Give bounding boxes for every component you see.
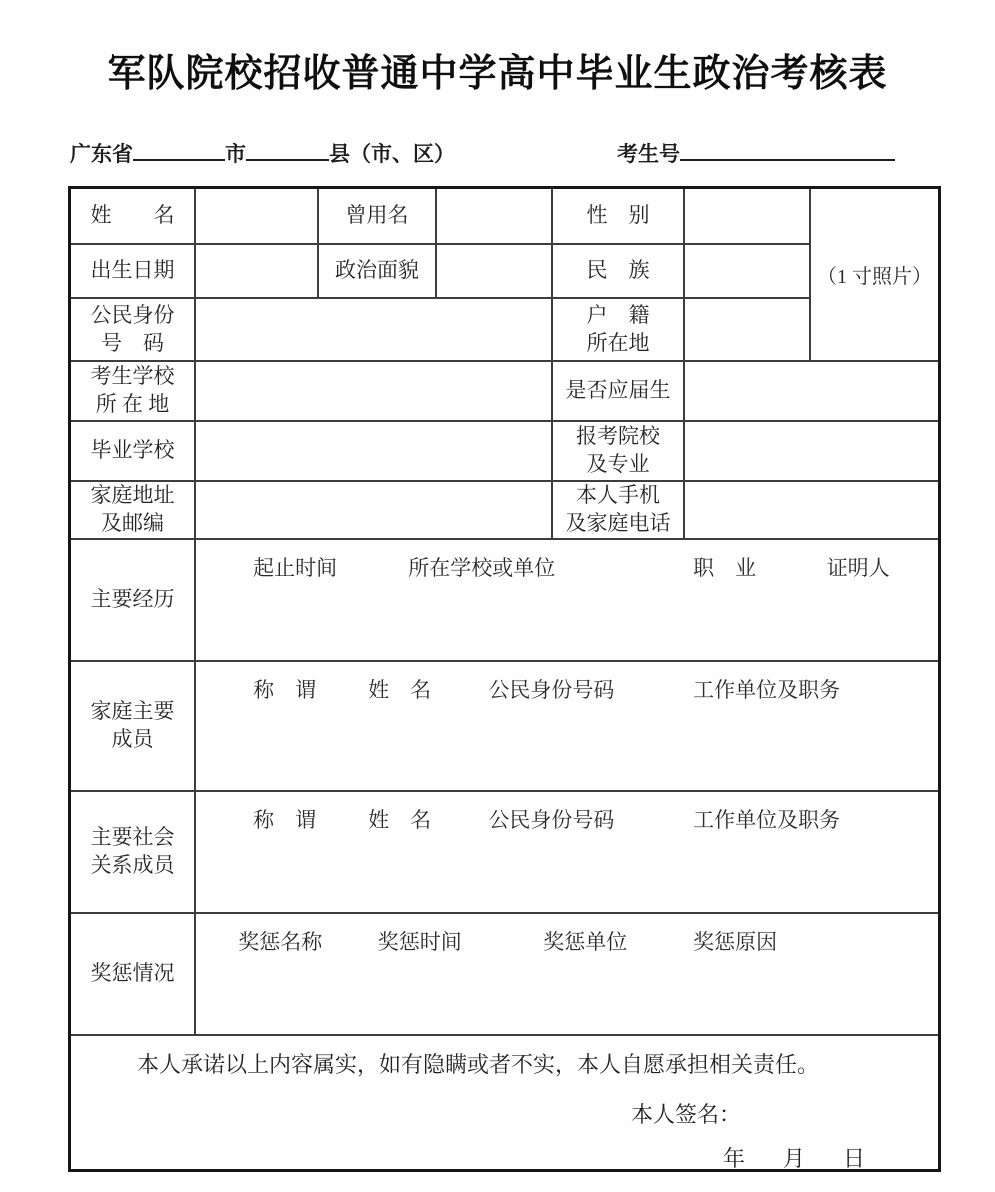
home-address-label: 家庭地址 及邮编	[71, 482, 196, 540]
id-number-label: 公民身份 号 码	[71, 299, 196, 362]
date-day-label: 日	[843, 1146, 866, 1169]
date-month-label: 月	[783, 1146, 806, 1169]
gender-value[interactable]	[685, 189, 811, 245]
former-name-label: 曾用名	[319, 189, 437, 245]
rewards-label: 奖惩情况	[71, 914, 196, 1036]
ethnicity-label: 民 族	[553, 245, 685, 299]
former-name-value[interactable]	[437, 189, 553, 245]
id-number-value[interactable]	[196, 299, 553, 362]
experience-col-occupation: 职 业	[693, 556, 757, 580]
name-value[interactable]	[196, 189, 319, 245]
family-col-name: 姓 名	[368, 678, 432, 702]
region-line	[70, 138, 995, 168]
family-members-area[interactable]	[196, 662, 938, 792]
phone-value[interactable]	[685, 482, 938, 540]
name-label: 姓 名	[71, 189, 196, 245]
reward-col-name: 奖惩名称	[238, 930, 323, 954]
pledge-section	[71, 1036, 938, 1169]
photo-cell[interactable]	[811, 189, 938, 362]
social-col-name: 姓 名	[368, 808, 432, 832]
province-blank[interactable]	[133, 140, 225, 161]
date-year-label: 年	[723, 1146, 746, 1169]
residence-value[interactable]	[685, 299, 811, 362]
graduate-school-value[interactable]	[196, 422, 553, 482]
graduate-school-label: 毕业学校	[71, 422, 196, 482]
birth-date-label: 出生日期	[71, 245, 196, 299]
experience-col-school: 所在学校或单位	[408, 556, 556, 580]
family-col-employer: 工作单位及职务	[693, 678, 841, 702]
school-location-value[interactable]	[196, 362, 553, 422]
date-line[interactable]	[723, 1142, 865, 1169]
assessment-table	[68, 186, 941, 1172]
county-label: 县（市、区）	[329, 141, 455, 166]
social-col-relation: 称 谓	[253, 808, 317, 832]
candidate-no-label: 考生号	[617, 141, 680, 166]
province-label: 广东省	[70, 141, 133, 166]
rewards-area[interactable]	[196, 914, 938, 1036]
signature-label[interactable]: 本人签名：	[631, 1102, 742, 1127]
social-col-id: 公民身份号码	[488, 808, 615, 832]
political-status-label: 政治面貌	[319, 245, 437, 299]
residence-label: 户 籍 所在地	[553, 299, 685, 362]
applied-college-label: 报考院校 及专业	[553, 422, 685, 482]
social-relations-area[interactable]	[196, 792, 938, 914]
reward-col-unit: 奖惩单位	[543, 930, 628, 954]
photo-placeholder-label: （1 寸照片）	[817, 266, 932, 288]
city-blank[interactable]	[246, 140, 329, 161]
family-col-id: 公民身份号码	[488, 678, 615, 702]
experience-col-period: 起止时间	[253, 556, 338, 580]
social-relations-label: 主要社会 关系成员	[71, 792, 196, 914]
reward-col-time: 奖惩时间	[377, 930, 462, 954]
pledge-text: 本人承诺以上内容属实，如有隐瞒或者不实，本人自愿承担相关责任。	[137, 1052, 820, 1077]
family-col-relation: 称 谓	[253, 678, 317, 702]
political-status-value[interactable]	[437, 245, 553, 299]
experience-area[interactable]	[196, 540, 938, 662]
phone-label: 本人手机 及家庭电话	[553, 482, 685, 540]
social-col-employer: 工作单位及职务	[693, 808, 841, 832]
ethnicity-value[interactable]	[685, 245, 811, 299]
family-members-label: 家庭主要 成员	[71, 662, 196, 792]
candidate-no-blank[interactable]	[680, 140, 895, 161]
experience-col-certifier: 证明人	[826, 556, 890, 580]
page-title: 军队院校招收普通中学高中毕业生政治考核表	[107, 53, 888, 95]
reward-col-reason: 奖惩原因	[693, 930, 778, 954]
fresh-graduate-label: 是否应届生	[553, 362, 685, 422]
applied-college-value[interactable]	[685, 422, 938, 482]
fresh-graduate-value[interactable]	[685, 362, 938, 422]
home-address-value[interactable]	[196, 482, 553, 540]
gender-label: 性 别	[553, 189, 685, 245]
experience-label: 主要经历	[71, 540, 196, 662]
birth-date-value[interactable]	[196, 245, 319, 299]
school-location-label: 考生学校 所 在 地	[71, 362, 196, 422]
city-label: 市	[225, 141, 246, 166]
